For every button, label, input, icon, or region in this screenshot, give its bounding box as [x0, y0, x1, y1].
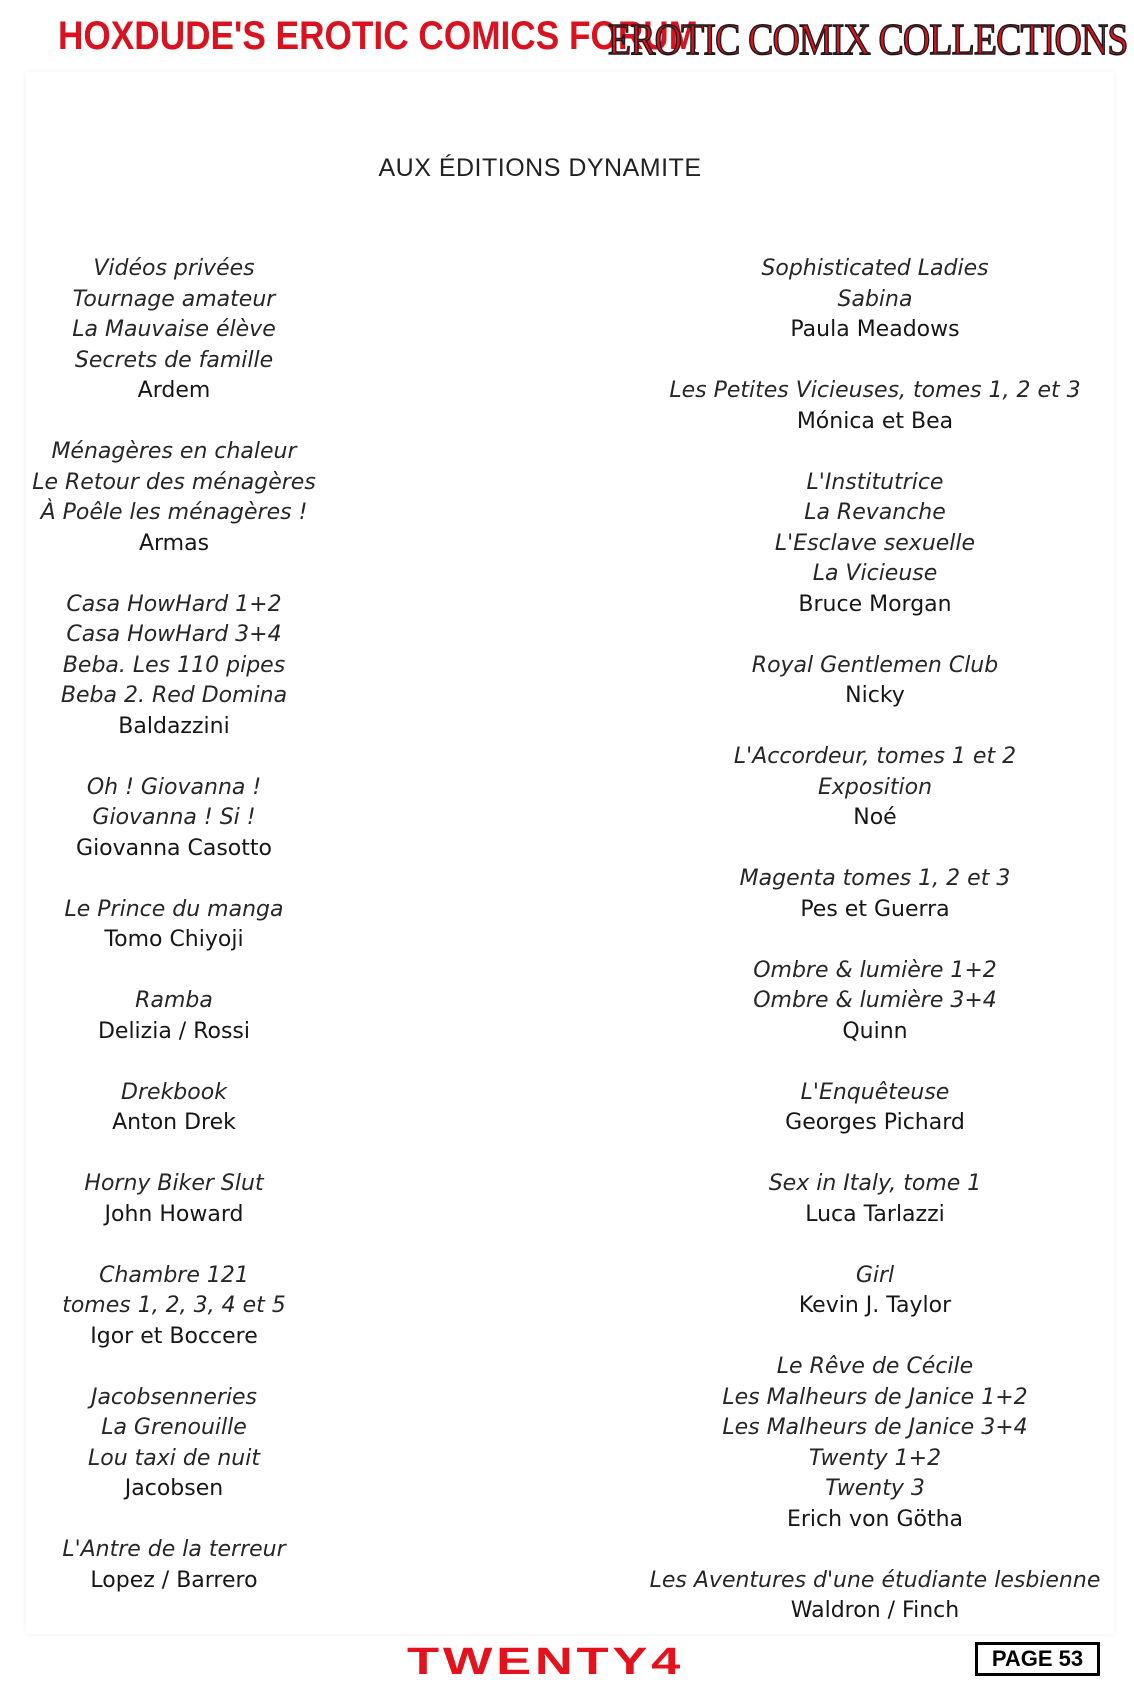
book-title: Royal Gentlemen Club — [751, 652, 999, 678]
book-title: Jacobsenneries — [90, 1384, 258, 1410]
book-entry — [625, 468, 1125, 621]
left-column — [24, 254, 324, 1627]
book-entry — [24, 1261, 324, 1353]
book-title: Ramba — [135, 988, 213, 1013]
book-title: Beba 2. Red Domina — [60, 683, 288, 708]
book-title: Sex in Italy, tome 1 — [768, 1171, 982, 1196]
book-entry — [24, 1169, 324, 1230]
book-title: Casa HowHard 1+2 — [66, 591, 282, 617]
book-title: Les Aventures d'une étudiante lesbienne — [649, 1567, 1101, 1593]
book-author: Anton Drek — [112, 1110, 236, 1135]
book-title: Vidéos privées — [93, 256, 255, 281]
forum-header — [0, 0, 1134, 80]
book-title: Girl — [855, 1262, 895, 1288]
book-author: Noé — [853, 805, 897, 830]
book-title: Oh ! Giovanna ! — [86, 774, 262, 800]
book-entry — [24, 1383, 324, 1505]
book-entry — [24, 590, 324, 743]
book-author: Paula Meadows — [790, 317, 960, 342]
page-number-badge: PAGE 53 — [975, 1642, 1100, 1676]
book-author: Bruce Morgan — [798, 591, 952, 617]
book-author: Delizia / Rossi — [97, 1018, 251, 1044]
book-title: Les Malheurs de Janice 3+4 — [722, 1415, 1028, 1440]
book-title: Sabina — [837, 286, 913, 312]
book-title: Lou taxi de nuit — [87, 1445, 260, 1471]
book-title: Magenta tomes 1, 2 et 3 — [739, 866, 1011, 891]
book-entry — [625, 254, 1125, 346]
book-author: Jacobsen — [124, 1476, 224, 1501]
book-author: Pes et Guerra — [800, 896, 950, 922]
collection-title: EROTIC COMIX COLLECTIONS — [608, 15, 1128, 64]
book-author: John Howard — [104, 1201, 244, 1227]
right-column — [625, 254, 1125, 1657]
book-entry — [625, 1169, 1125, 1230]
book-author: Quinn — [842, 1018, 908, 1044]
book-author: Mónica et Bea — [796, 408, 954, 434]
book-entry — [625, 956, 1125, 1048]
twenty4-logo: TWENTY4 — [407, 1640, 685, 1683]
book-entry — [625, 1352, 1125, 1535]
book-title: Ménagères en chaleur — [51, 439, 297, 464]
book-title: Exposition — [817, 774, 933, 800]
book-author: Georges Pichard — [785, 1110, 965, 1135]
book-author: Kevin J. Taylor — [798, 1293, 952, 1318]
book-author: Armas — [138, 530, 210, 556]
book-entry — [24, 986, 324, 1047]
book-title: Twenty 3 — [825, 1476, 925, 1501]
book-entry — [24, 1078, 324, 1139]
book-title: Ombre & lumière 1+2 — [753, 957, 997, 983]
book-author: Baldazzini — [118, 713, 230, 739]
forum-title: HOXDUDE'S EROTIC COMICS FORUM — [58, 14, 699, 58]
book-entry — [625, 742, 1125, 834]
book-title: Les Malheurs de Janice 1+2 — [722, 1384, 1028, 1410]
book-entry — [24, 1535, 324, 1596]
book-title: Ombre & lumière 3+4 — [753, 988, 997, 1013]
book-entry — [625, 1566, 1125, 1627]
book-entry — [625, 864, 1125, 925]
book-title: L'Esclave sexuelle — [774, 530, 976, 556]
book-author: Giovanna Casotto — [76, 835, 272, 861]
book-entry — [625, 1261, 1125, 1322]
book-author: Tomo Chiyoji — [104, 927, 244, 952]
book-title: Beba. Les 110 pipes — [62, 652, 286, 678]
book-entry — [24, 895, 324, 956]
book-title: Sophisticated Ladies — [761, 256, 989, 281]
book-title: Chambre 121 — [99, 1262, 249, 1288]
book-entry — [24, 773, 324, 865]
book-title: Horny Biker Slut — [84, 1171, 264, 1196]
book-title: Les Petites Vicieuses, tomes 1, 2 et 3 — [669, 378, 1081, 403]
book-title: Le Rêve de Cécile — [776, 1354, 974, 1379]
book-title: tomes 1, 2, 3, 4 et 5 — [62, 1293, 286, 1318]
book-author: Luca Tarlazzi — [805, 1201, 945, 1227]
book-title: Le Prince du manga — [64, 896, 284, 922]
book-title: L'Enquêteuse — [800, 1079, 950, 1105]
book-title: Le Retour des ménagères — [32, 469, 316, 495]
book-title: À Poêle les ménagères ! — [40, 500, 308, 525]
book-entry — [24, 254, 324, 407]
book-author: Erich von Götha — [786, 1506, 964, 1532]
book-author: Nicky — [845, 683, 905, 708]
book-entry — [625, 651, 1125, 712]
book-title: Drekbook — [121, 1079, 227, 1105]
book-title: Tournage amateur — [72, 286, 276, 312]
book-title: La Revanche — [804, 500, 946, 525]
book-author: Igor et Boccere — [90, 1323, 258, 1349]
book-author: Lopez / Barrero — [90, 1567, 258, 1593]
book-title: Twenty 1+2 — [808, 1445, 942, 1471]
book-title: L'Antre de la terreur — [62, 1537, 286, 1562]
book-author: Waldron / Finch — [790, 1598, 960, 1623]
book-entry — [625, 1078, 1125, 1139]
book-title: L'Institutrice — [806, 469, 944, 495]
book-author: Ardem — [137, 378, 211, 403]
book-title: Secrets de famille — [74, 347, 274, 373]
book-title: L'Accordeur, tomes 1 et 2 — [733, 744, 1017, 769]
book-entry — [625, 376, 1125, 437]
book-title: Casa HowHard 3+4 — [66, 622, 282, 647]
book-title: La Mauvaise élève — [72, 317, 276, 342]
book-title: Giovanna ! Si ! — [92, 805, 256, 830]
page-title: AUX ÉDITIONS DYNAMITE — [378, 154, 702, 182]
book-entry — [24, 437, 324, 559]
book-title: La Vicieuse — [812, 561, 938, 586]
book-title: La Grenouille — [101, 1415, 247, 1440]
